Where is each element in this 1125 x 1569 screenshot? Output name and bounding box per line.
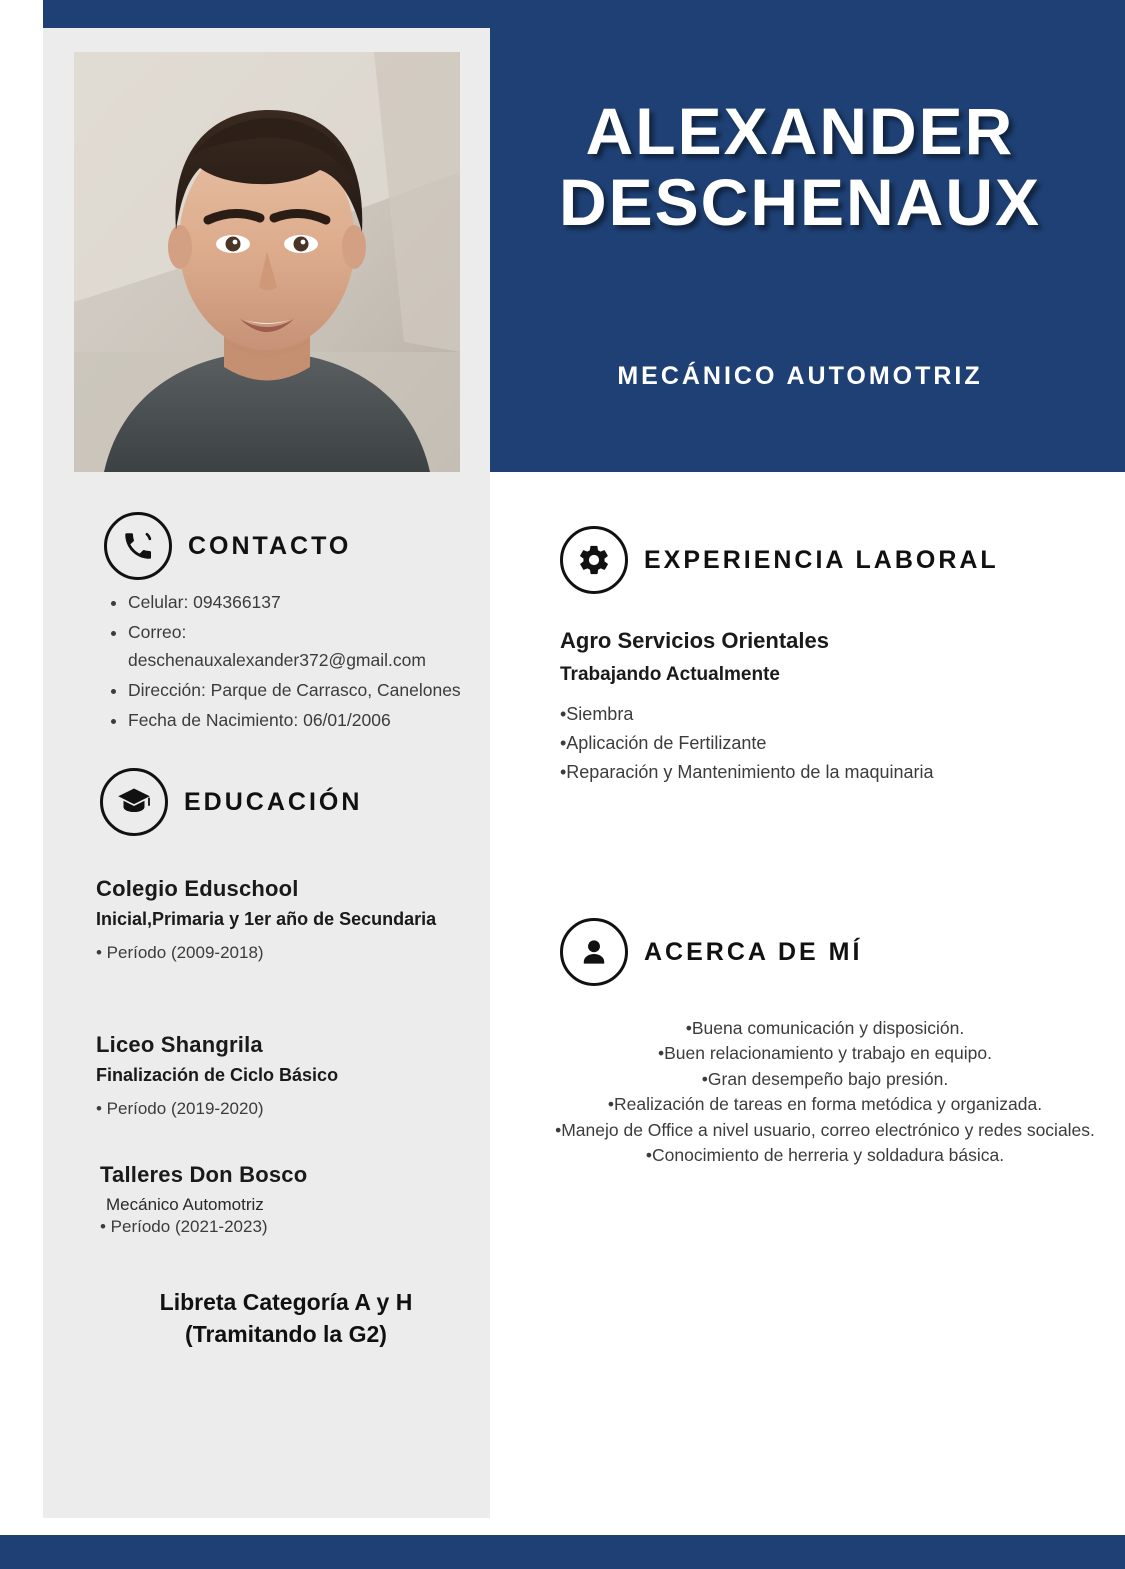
education-school: Talleres Don Bosco <box>100 1162 308 1187</box>
experience-task: •Reparación y Mantenimiento de la maquinaria <box>560 762 934 782</box>
gear-icon <box>560 526 628 594</box>
contact-item-correo: • Correo: deschenauxalexander372@gmail.com <box>128 618 484 674</box>
footer-band <box>0 1535 1125 1569</box>
profile-photo <box>74 52 460 472</box>
education-school: Liceo Shangrila <box>96 1032 263 1057</box>
name-line-2: DESCHENAUX <box>558 165 1042 240</box>
section-header-educacion <box>100 768 362 836</box>
education-entry-3 <box>100 1162 470 1237</box>
about-line: •Gran desempeño bajo presión. <box>701 1068 949 1089</box>
contact-item-celular: • Celular: 094366137 <box>128 588 484 616</box>
experience-task: •Siembra <box>560 704 634 724</box>
about-line: •Buena comunicación y disposición. <box>685 1018 965 1038</box>
footer-white-gap <box>0 1519 1125 1535</box>
about-line: •Conocimiento de herreria y soldadura básica. <box>645 1144 1005 1165</box>
contact-list <box>104 588 484 736</box>
job-title: MECÁNICO AUTOMOTRIZ <box>617 362 983 390</box>
section-title-experiencia: EXPERIENCIA LABORAL <box>644 545 999 574</box>
license-line-2: (Tramitando la G2) <box>185 1321 387 1348</box>
license-note <box>96 1286 476 1350</box>
education-degree: Inicial,Primaria y 1er año de Secundaria <box>96 909 437 929</box>
contact-item-direccion: • Dirección: Parque de Carrasco, Canelones <box>128 676 484 704</box>
section-header-acerca <box>560 918 862 986</box>
contact-item-nacimiento: • Fecha de Nacimiento: 06/01/2006 <box>128 706 484 734</box>
graduation-cap-icon <box>100 768 168 836</box>
about-line: •Buen relacionamiento y trabajo en equipo. <box>658 1043 992 1064</box>
experience-company: Agro Servicios Orientales <box>560 628 829 653</box>
about-line: •Realización de tareas en forma metódica y organizada. <box>607 1094 1043 1115</box>
section-title-contacto: CONTACTO <box>188 531 352 560</box>
license-line-1: Libreta Categoría A y H <box>159 1289 413 1315</box>
experience-task: •Aplicación de Fertilizante <box>560 733 767 753</box>
profile-photo-image <box>74 52 460 472</box>
education-period: • Período (2021-2023) <box>100 1217 268 1237</box>
education-entry-1 <box>96 876 466 963</box>
name-line-1: ALEXANDER <box>585 94 1015 168</box>
education-school: Colegio Eduschool <box>96 876 299 901</box>
education-period: • Período (2019-2020) <box>96 1098 264 1118</box>
header-left-margin <box>0 0 43 472</box>
education-period: • Período (2009-2018) <box>96 942 264 962</box>
about-line: •Manejo de Office a nivel usuario, correo electrónico y redes sociales. <box>555 1119 1095 1140</box>
experience-status: Trabajando Actualmente <box>560 664 780 685</box>
education-degree: Finalización de Ciclo Básico <box>96 1065 339 1085</box>
education-degree: Mecánico Automotriz <box>106 1195 264 1214</box>
experience-entry <box>560 628 1080 791</box>
about-list <box>540 1016 1110 1168</box>
section-title-acerca: ACERCA DE MÍ <box>644 937 863 966</box>
section-header-contacto <box>104 512 351 580</box>
education-entry-2 <box>96 1032 466 1119</box>
phone-icon <box>104 512 172 580</box>
section-header-experiencia <box>560 526 999 594</box>
candidate-name <box>490 96 1110 239</box>
person-icon <box>560 918 628 986</box>
section-title-educacion: EDUCACIÓN <box>184 787 363 816</box>
